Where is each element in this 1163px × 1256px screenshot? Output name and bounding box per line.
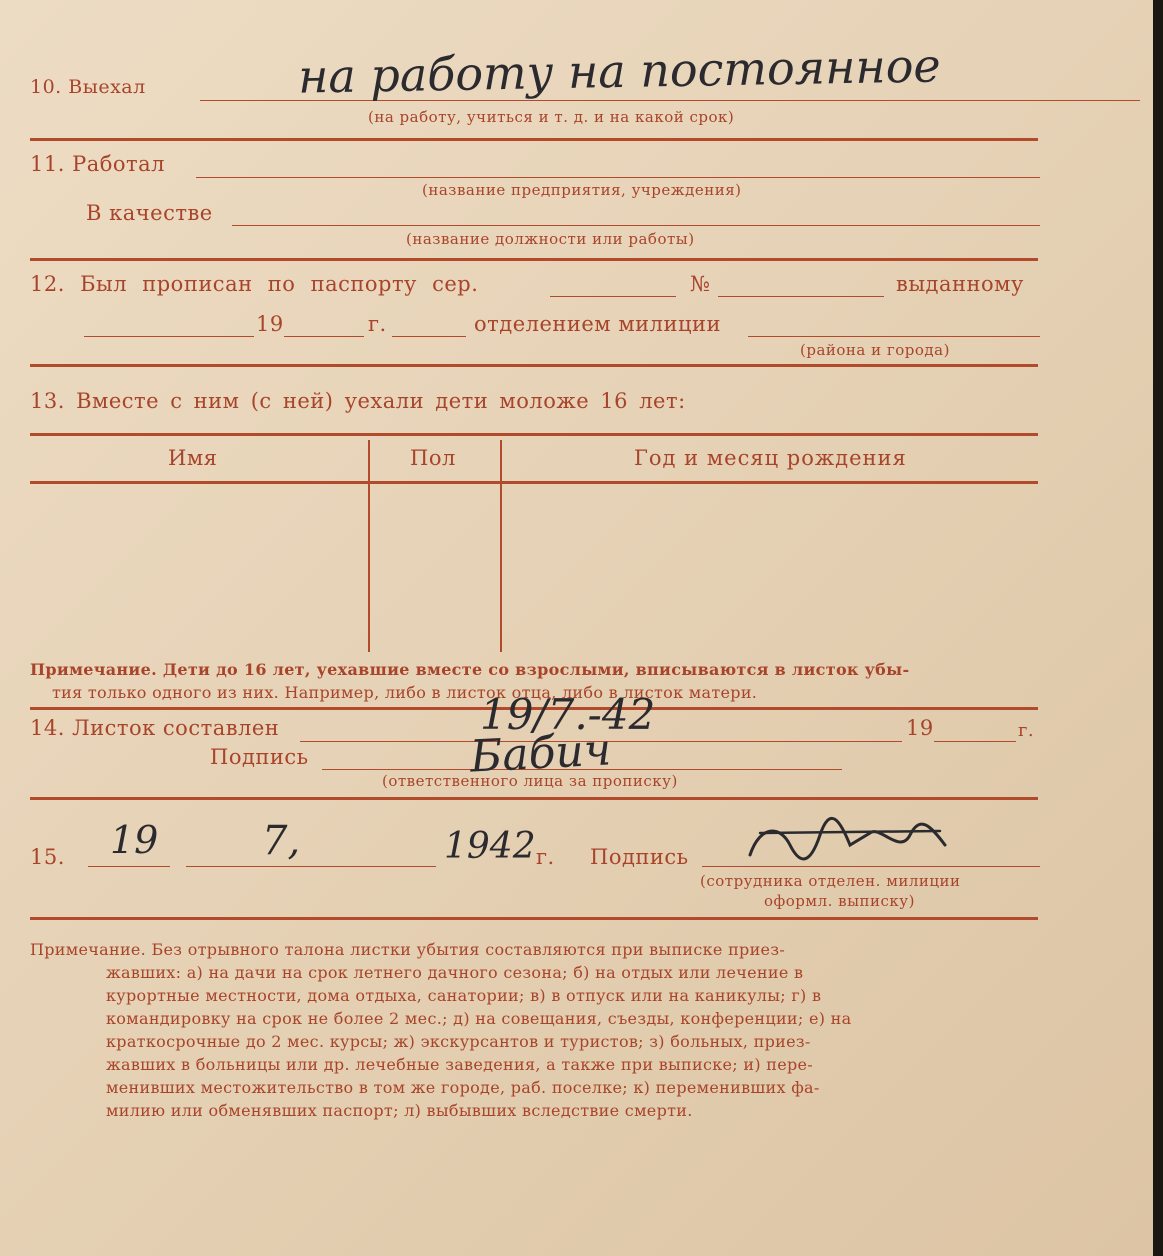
note-2-line-1: Примечание. Без отрывного талона листки убытия составляются при выписке приез- — [30, 940, 786, 959]
section-15-month: 7, — [262, 818, 301, 864]
section-11-hint: (название предприятия, учреждения) — [422, 181, 742, 199]
note-2-line-4: командировку на срок не более 2 мес.; д) на совещания, съезды, конференции; е) на — [106, 1009, 852, 1028]
passport-number-label: № — [690, 272, 711, 296]
section-15-year: 1942 — [444, 826, 536, 867]
table-header-border — [30, 481, 1038, 484]
issue-extra-line — [392, 336, 466, 337]
divider-11 — [30, 258, 1038, 261]
table-col-divider-1 — [368, 440, 370, 652]
section-13-label: 13. Вместе с ним (с ней) уехали дети моложе 16 лет: — [30, 389, 686, 413]
divider-12 — [30, 364, 1038, 367]
issue-year-suffix: г. — [368, 312, 387, 336]
note-2-line-8: милию или обменявших паспорт; л) выбывших вследствие смерти. — [106, 1101, 693, 1120]
note-2-line-3: курортные местности, дома отдыха, санатории; в) в отпуск или на каникулы; г) в — [106, 986, 822, 1005]
table-top-border — [30, 433, 1038, 436]
issue-year-line — [284, 336, 364, 337]
section-15-day-line — [88, 866, 170, 867]
issue-year-prefix: 19 — [256, 312, 284, 336]
section-11-role-line — [232, 225, 1040, 226]
section-14-year-prefix: 19 — [906, 716, 934, 740]
note-2-line-7: менивших местожительство в том же городе, раб. поселке; к) переменивших фа- — [106, 1078, 820, 1097]
section-14-date-value: 19/7.-42 — [480, 690, 656, 739]
section-11-role-label: В качестве — [86, 201, 213, 225]
section-10-hint: (на работу, учиться и т. д. и на какой срок) — [368, 108, 735, 126]
section-15-sign-label: Подпись — [590, 845, 689, 869]
section-12-label: 12. Был прописан по паспорту сер. — [30, 272, 479, 296]
section-15-signature-mark — [740, 815, 960, 875]
note-2-line-6: жавших в больницы или др. лечебные заведения, а также при выписке; и) пере- — [106, 1055, 814, 1074]
section-14-signature: Бабич — [468, 724, 613, 783]
militia-line — [748, 336, 1040, 337]
section-14-label: 14. Листок составлен — [30, 716, 280, 740]
passport-issued-label: выданному — [896, 272, 1024, 296]
militia-label: отделением милиции — [474, 312, 721, 336]
section-14-year-line — [934, 741, 1016, 742]
section-15-hint-2: оформл. выписку) — [764, 892, 915, 910]
section-15-year-suffix: г. — [536, 845, 555, 869]
col-header-sex: Пол — [410, 446, 456, 470]
section-11-role-hint: (название должности или работы) — [406, 230, 695, 248]
section-15-month-line — [186, 866, 436, 867]
section-15-hint-1: (сотрудника отделен. милиции — [700, 872, 961, 890]
section-14-hint: (ответственного лица за прописку) — [382, 772, 678, 790]
note-1-line-2: тия только одного из них. Например, либо в листок отца, либо в листок матери. — [52, 683, 758, 702]
divider-15 — [30, 917, 1038, 920]
note-1-line-1: Примечание. Дети до 16 лет, уехавшие вместе со взрослыми, вписываются в листок убы- — [30, 660, 910, 679]
section-11-label: 11. Работал — [30, 152, 165, 176]
section-10-label: 10. Выехал — [30, 76, 146, 98]
section-14-year-suffix: г. — [1018, 720, 1035, 741]
paper-edge — [1153, 0, 1163, 1256]
col-header-name: Имя — [168, 446, 218, 470]
section-15-label: 15. — [30, 845, 65, 869]
note-2-line-2: жавших: а) на дачи на срок летнего дачного сезона; б) на отдых или лечение в — [106, 963, 804, 982]
col-header-birth: Год и месяц рождения — [634, 446, 907, 470]
table-col-divider-2 — [500, 440, 502, 652]
divider-14 — [30, 797, 1038, 800]
issue-date-line — [84, 336, 254, 337]
section-12-hint: (района и города) — [800, 341, 950, 359]
section-15-day: 19 — [110, 818, 159, 862]
divider-10 — [30, 138, 1038, 141]
section-11-line — [196, 177, 1040, 178]
section-14-sign-label: Подпись — [210, 745, 309, 769]
section-10-value: на работу на постоянное — [297, 38, 942, 104]
passport-number-line — [718, 296, 884, 297]
note-2-line-5: краткосрочные до 2 мес. курсы; ж) экскурсантов и туристов; з) больных, приез- — [106, 1032, 811, 1051]
passport-series-line — [550, 296, 676, 297]
